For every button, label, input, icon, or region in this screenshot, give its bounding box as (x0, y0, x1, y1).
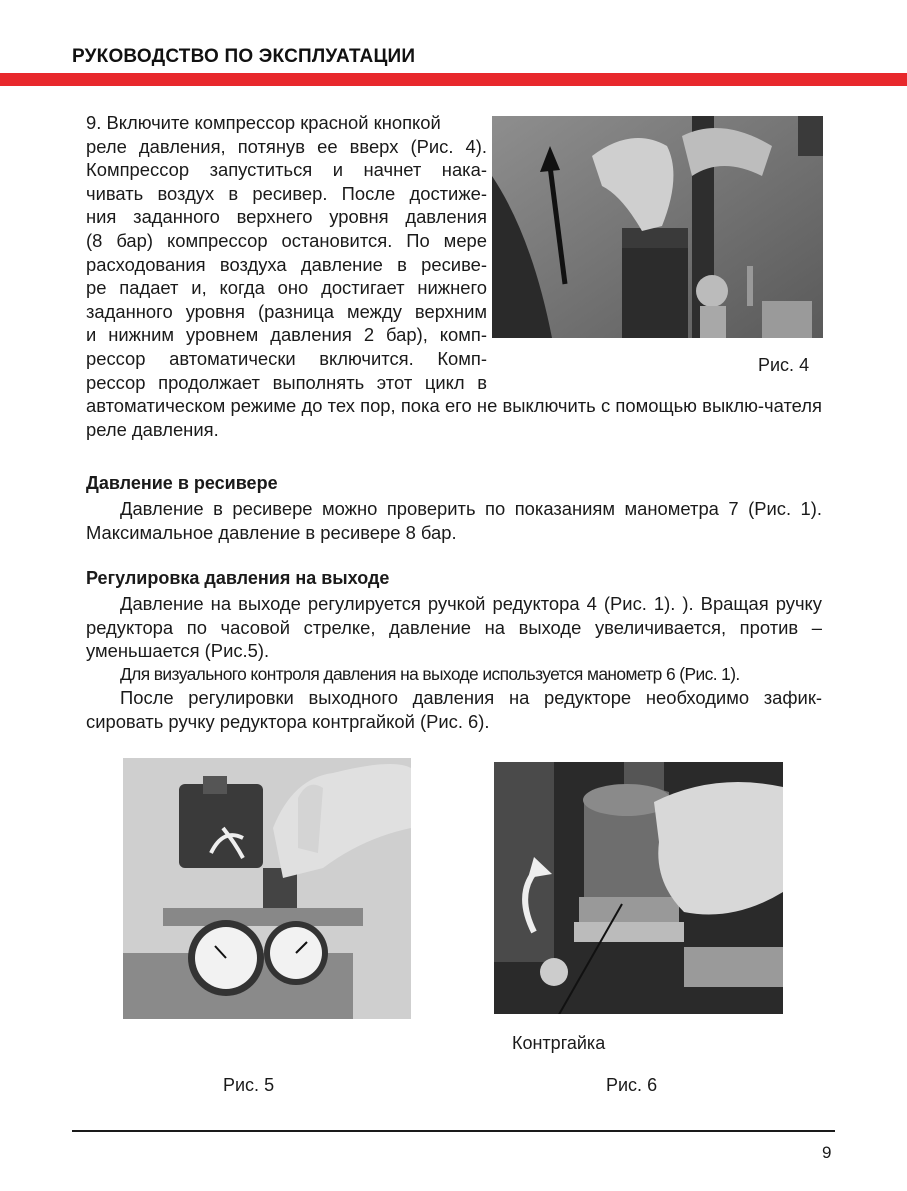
step9-line: чивать воздух в ресивер. После достиже- (86, 182, 487, 204)
step9-line: 9. Включите компрессор красной кнопкой (86, 112, 441, 133)
receiver-heading: Давление в ресивере (86, 473, 278, 493)
figure-5-photo (123, 758, 411, 1019)
receiver-text: Давление в ресивере можно проверить по показаниям манометра 7 (Рис. 1). Максимальное давление в ресивере 8 бар. (86, 498, 822, 543)
footer-rule (72, 1130, 835, 1132)
outlet-paragraph-2: Для визуального контроля давления на выходе используется манометр 6 (Рис. 1). (120, 664, 740, 684)
outlet-paragraph-1: Давление на выходе регулируется ручкой редуктора 4 (Рис. 1). ). Вращая ручку редуктора по часовой стрелке, давление на выходе увеличивается, против – уменьшается (Рис.5). (86, 593, 822, 662)
step9-line: Компрессор запуститься и начнет нака- (86, 159, 487, 181)
step9-line: ния заданного верхнего уровня давления (86, 206, 487, 228)
step9-line: заданного уровня (разница между верхним (86, 300, 487, 322)
page-header-title: РУКОВОДСТВО ПО ЭКСПЛУАТАЦИИ (72, 46, 416, 67)
outlet-paragraph-3: После регулировки выходного давления на редукторе необходимо зафик-сировать ручку редуктора контргайкой (Рис. 6). (86, 687, 822, 732)
header-accent-bar (0, 73, 907, 86)
step9-line: расходования воздуха давление в ресиве- (86, 253, 487, 275)
page-number: 9 (822, 1143, 832, 1162)
figure-6-caption: Рис. 6 (606, 1075, 658, 1095)
step9-line: и нижним уровнем давления 2 бар), комп- (86, 324, 487, 346)
figure-4-photo (492, 116, 823, 338)
step9-line: рессор автоматически включится. Комп- (86, 347, 487, 369)
step9-line: (8 бар) компрессор остановится. По мере (86, 229, 487, 251)
step9-line: реле давления, потянув ее вверх (Рис. 4). (86, 135, 487, 157)
step9-line: ре падает и, когда оно достигает нижнего (86, 277, 487, 299)
figure-6-photo (494, 762, 783, 1014)
figure-5-caption: Рис. 5 (223, 1075, 275, 1095)
figure-4-caption: Рис. 4 (758, 355, 810, 375)
step9-line: рессор продолжает выполнять этот цикл в (86, 371, 487, 393)
figure-6-label-locknut: Контргайка (512, 1033, 606, 1053)
step9-paragraph (86, 111, 487, 394)
outlet-heading: Регулировка давления на выходе (86, 568, 390, 588)
step9-continuation: автоматическом режиме до тех пор, пока его не выключить с помощью выклю-чателя реле давления. (86, 395, 822, 440)
